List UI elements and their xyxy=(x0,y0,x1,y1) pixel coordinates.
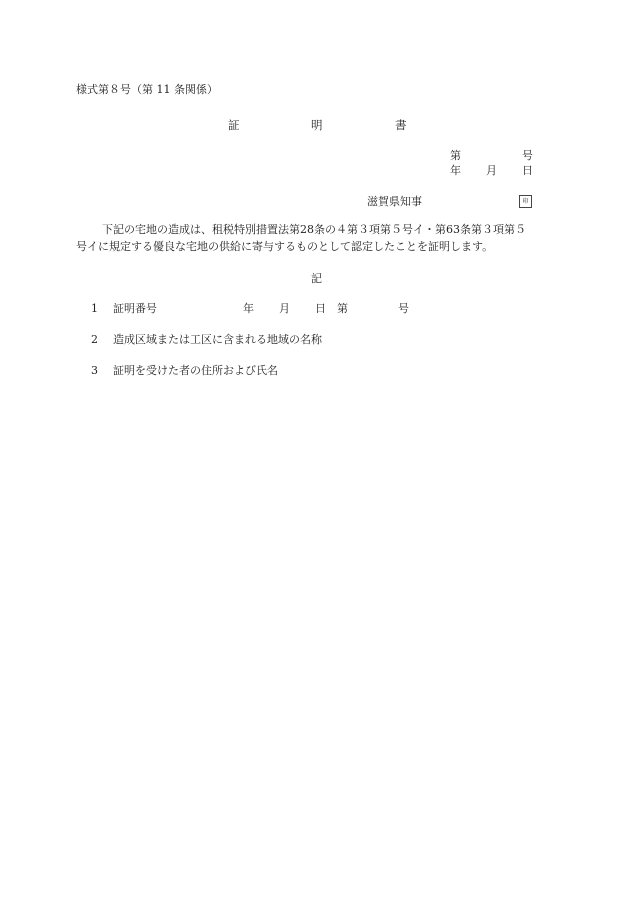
title-char-3: 書 xyxy=(395,118,407,132)
body-text-line-2: 号イに規定する優良な宅地の供給に寄与するものとして認定したことを証明します。 xyxy=(76,240,494,253)
item-1-day-label: 日 xyxy=(315,302,326,315)
date-day-label: 日 xyxy=(522,164,533,177)
seal-icon: 印 xyxy=(519,195,532,208)
body-text-line-1: 下記の宅地の造成は、租税特別措置法第28条の４第３項第５号イ・第63条第３項第５ xyxy=(102,223,526,236)
item-1-dai-label: 第 xyxy=(337,302,348,315)
item-1-number: 1 xyxy=(91,302,98,315)
date-month-label: 月 xyxy=(486,164,497,177)
item-1-year-label: 年 xyxy=(243,302,254,315)
title-char-1: 証 xyxy=(228,118,240,132)
item-1-go-label: 号 xyxy=(398,302,409,315)
item-3-number: 3 xyxy=(91,364,98,377)
ki-heading: 記 xyxy=(311,272,322,285)
item-2-number: 2 xyxy=(91,333,98,346)
date-year-label: 年 xyxy=(450,164,461,177)
item-3-label: 証明を受けた者の住所および氏名 xyxy=(113,364,278,377)
item-1-month-label: 月 xyxy=(279,302,290,315)
certificate-number-dai: 第 xyxy=(450,149,461,162)
issuer-name: 滋賀県知事 xyxy=(367,195,422,208)
certificate-number-go: 号 xyxy=(522,149,533,162)
item-1-label: 証明番号 xyxy=(113,302,157,315)
form-number-label: 様式第８号（第 11 条関係） xyxy=(76,83,218,96)
item-2-label: 造成区域または工区に含まれる地域の名称 xyxy=(113,333,322,346)
title-char-2: 明 xyxy=(311,118,323,132)
